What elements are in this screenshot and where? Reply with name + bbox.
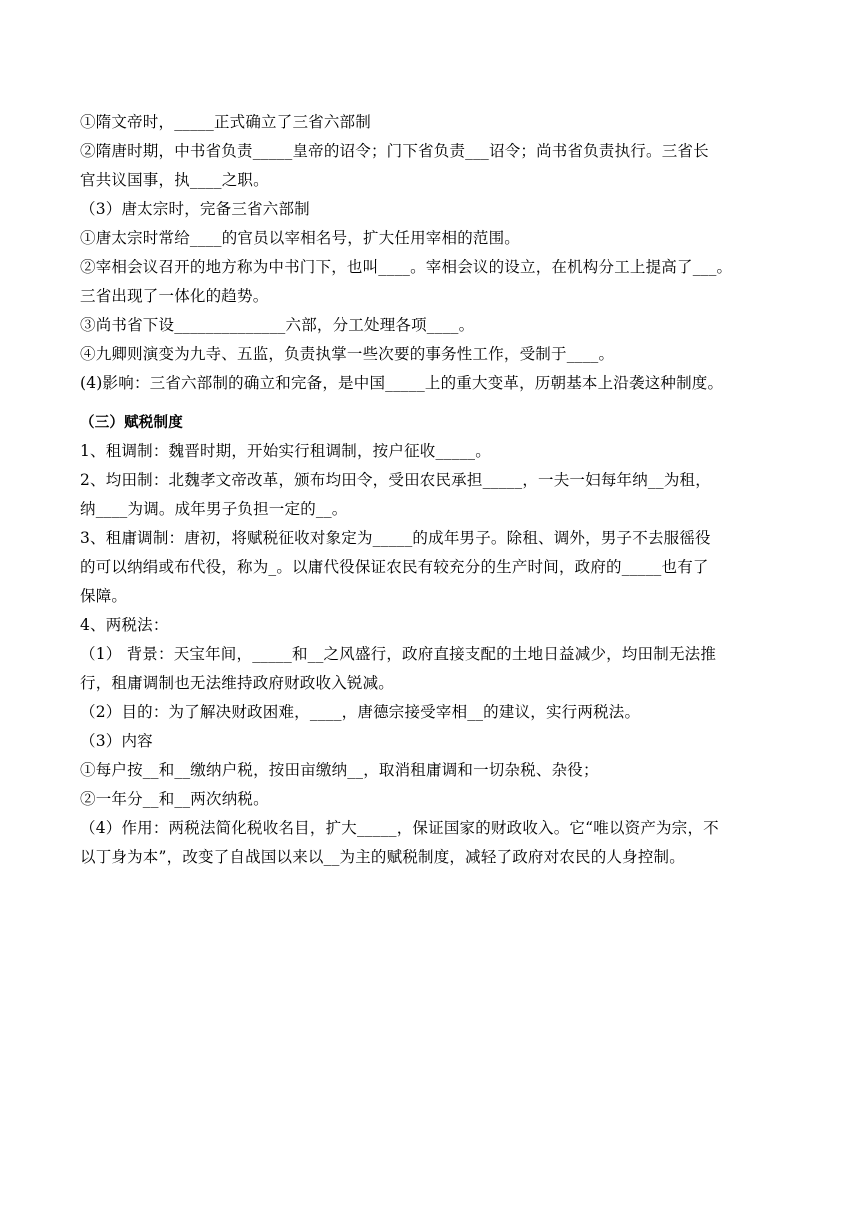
text-line: 行，租庸调制也无法维持政府财政收入锐减。 [80, 674, 395, 692]
text-line: ①唐太宗时常给____的官员以宰相名号，扩大任用宰相的范围。 [80, 229, 521, 247]
subsection-title: （3）唐太宗时，完备三省六部制 [80, 200, 310, 218]
text-line: 官共议国事，执____之职。 [80, 171, 269, 189]
text-line: ②一年分__和__两次纳税。 [80, 790, 269, 808]
text-line: 纳____为调。成年男子负担一定的__。 [80, 500, 348, 518]
section-heading: （三）赋税制度 [80, 414, 183, 431]
text-line: (4)影响：三省六部制的确立和完备，是中国_____上的重大变革，历朝基本上沿袭这种制度。 [80, 374, 724, 392]
text-line: ③尚书省下设______________六部，分工处理各项____。 [80, 316, 475, 334]
text-line: 的可以纳绢或布代役，称为_。以庸代役保证农民有较充分的生产时间，政府的_____也有了 [80, 558, 709, 576]
text-line: （4）作用：两税法简化税收名目，扩大_____，保证国家的财政收入。它“唯以资产为宗，不 [80, 819, 719, 837]
subsection-title: （3）内容 [80, 732, 153, 750]
text-line: ②隋唐时期，中书省负责_____皇帝的诏令；门下省负责___诏令；尚书省负责执行。三省长 [80, 142, 709, 160]
text-line: 4、两税法： [80, 616, 169, 634]
text-line: 以丁身为本”，改变了自战国以来以__为主的赋税制度，减轻了政府对农民的人身控制。 [80, 848, 685, 866]
text-line: 1、租调制：魏晋时期，开始实行租调制，按户征收_____。 [80, 442, 491, 460]
text-line: 保障。 [80, 587, 128, 605]
text-line: 2、均田制：北魏孝文帝改革，颁布均田令，受田农民承担_____，一夫一妇每年纳__为租， [80, 471, 711, 489]
text-line: ④九卿则演变为九寺、五监，负责执掌一些次要的事务性工作，受制于____。 [80, 345, 615, 363]
text-line: ②宰相会议召开的地方称为中书门下，也叫____。宰相会议的设立，在机构分工上提高了___。 [80, 258, 733, 276]
text-line: 3、租庸调制：唐初，将赋税征收对象定为_____的成年男子。除租、调外，男子不去服徭役 [80, 529, 711, 547]
document-body [80, 108, 780, 872]
text-line: （2）目的：为了解决财政困难，____，唐德宗接受宰相__的建议，实行两税法。 [80, 703, 641, 721]
text-line: ①每户按__和__缴纳户税，按田亩缴纳__，取消租庸调和一切杂税、杂役； [80, 761, 599, 779]
text-line: （1） 背景：天宝年间，_____和__之风盛行，政府直接支配的土地日益减少，均田制无法推 [80, 645, 717, 663]
text-line: ①隋文帝时，_____正式确立了三省六部制 [80, 113, 371, 131]
text-line: 三省出现了一体化的趋势。 [80, 287, 269, 305]
